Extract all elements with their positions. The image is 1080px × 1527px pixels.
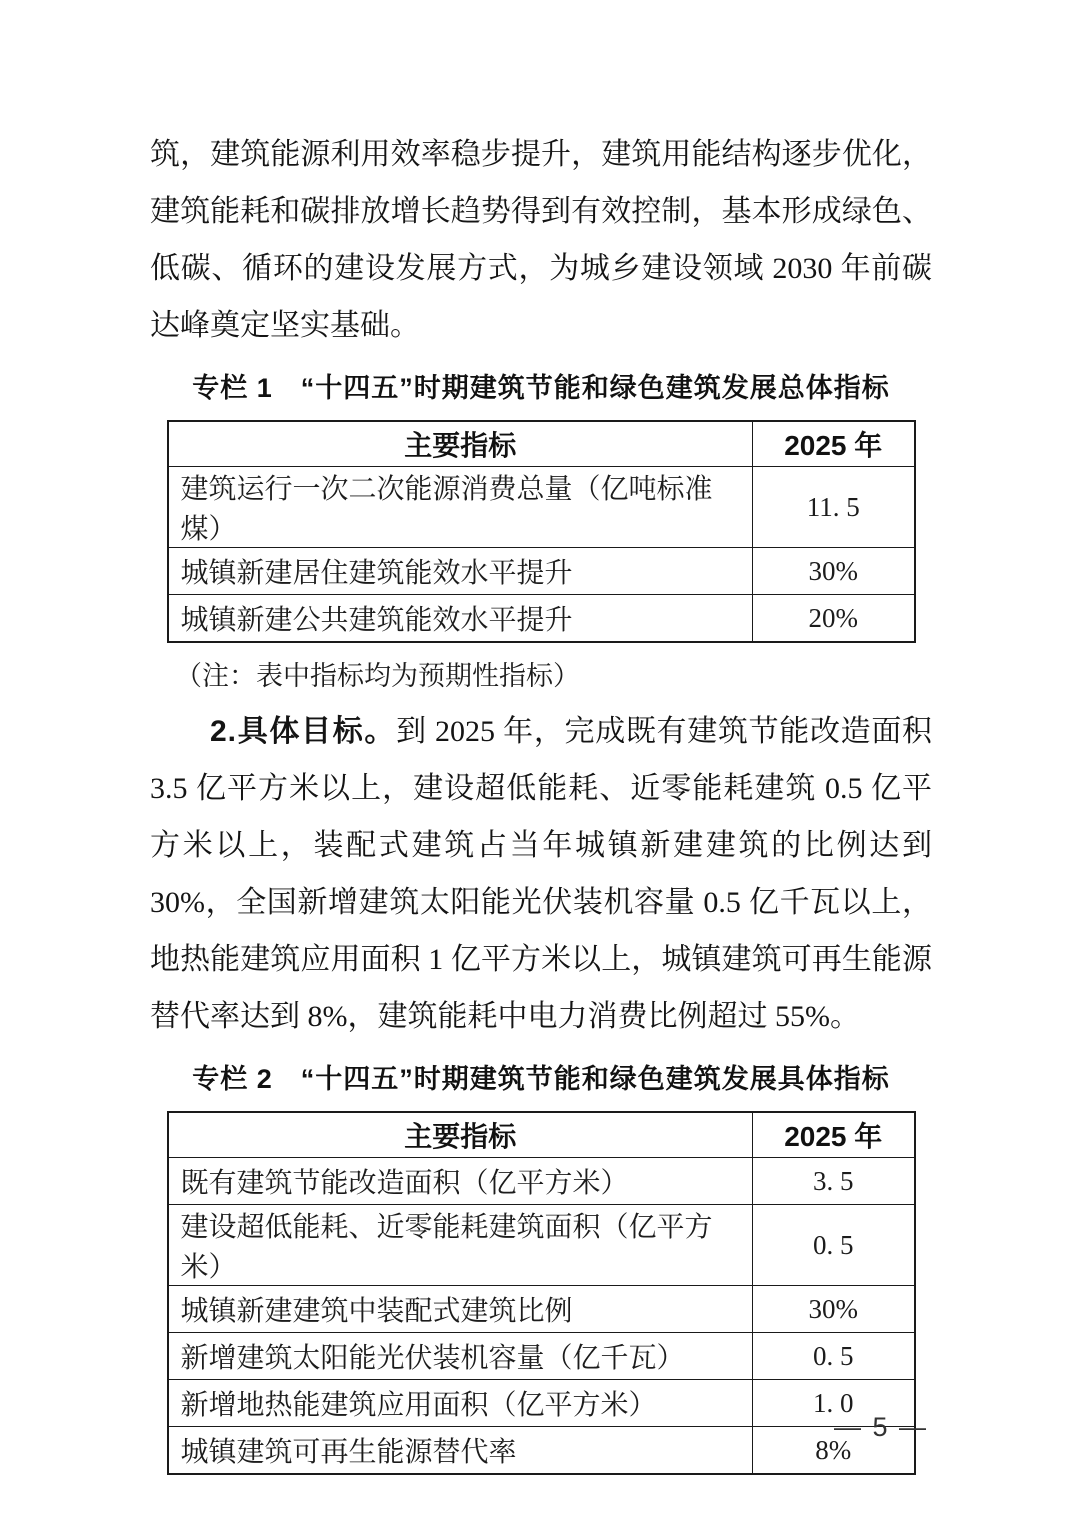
table-2-row-4-label: 新增建筑太阳能光伏装机容量（亿千瓦） — [168, 1333, 753, 1380]
table-2-title — [150, 1059, 932, 1099]
paragraph-1-text: 筑，建筑能源利用效率稳步提升，建筑用能结构逐步优化，建筑能耗和碳排放增长趋势得到有效控制，基本形成绿色、低碳、循环的建设发展方式，为城乡建设领域 2030 年前碳达峰奠定坚实基础。 — [150, 138, 932, 342]
table-1-row-1-value: 11. 5 — [753, 467, 915, 548]
table-row — [168, 1380, 915, 1427]
table-1-note-text: （注：表中指标均为预期性指标） — [175, 661, 580, 691]
table-1-title-text: 专栏 1 “十四五”时期建筑节能和绿色建筑发展总体指标 — [192, 373, 890, 403]
table-1-header-row — [168, 421, 915, 467]
table-2-row-2-label: 建设超低能耗、近零能耗建筑面积（亿平方米） — [168, 1205, 753, 1286]
table-2-row-3-label: 城镇新建建筑中装配式建筑比例 — [168, 1286, 753, 1333]
table-2-header-year: 2025 年 — [753, 1112, 915, 1158]
table-row — [168, 548, 915, 595]
page-number-text: — 5 — — [833, 1412, 928, 1442]
page-number — [834, 1412, 928, 1443]
body-paragraph-1 — [150, 126, 932, 354]
table-2-row-2-value: 0. 5 — [753, 1205, 915, 1286]
table-row — [168, 1205, 915, 1286]
table-row — [168, 1427, 915, 1475]
table-2-header-row — [168, 1112, 915, 1158]
table-2-row-5-value: 1. 0 — [753, 1380, 915, 1427]
table-row — [168, 595, 915, 643]
table-1-row-3-value: 20% — [753, 595, 915, 643]
paragraph-2-text: 到 2025 年，完成既有建筑节能改造面积 3.5 亿平方米以上，建设超低能耗、近零能耗建筑 0.5 亿平方米以上，装配式建筑占当年城镇新建建筑的比例达到 30%，全国新增建筑太阳能光伏装机容量 0.5 亿千瓦以上，地热能建筑应用面积 1 亿平方米以上，城镇建筑可再生能源替代率达到 8%，建筑能耗中电力消费比例超过 55%。 — [150, 715, 932, 1033]
table-2-row-6-label: 城镇建筑可再生能源替代率 — [168, 1427, 753, 1475]
table-1 — [167, 420, 916, 643]
table-2-row-1-label: 既有建筑节能改造面积（亿平方米） — [168, 1158, 753, 1205]
table-1-header-year: 2025 年 — [753, 421, 915, 467]
table-2-title-text: 专栏 2 “十四五”时期建筑节能和绿色建筑发展具体指标 — [192, 1064, 890, 1094]
table-1-title — [150, 368, 932, 408]
table-2-row-4-value: 0. 5 — [753, 1333, 915, 1380]
table-1-note — [175, 655, 932, 697]
table-row — [168, 1333, 915, 1380]
table-1-header-indicator: 主要指标 — [168, 421, 753, 467]
table-2-row-6-value: 8% — [753, 1427, 915, 1475]
table-2 — [167, 1111, 916, 1475]
table-1-row-2-label: 城镇新建居住建筑能效水平提升 — [168, 548, 753, 595]
table-row — [168, 467, 915, 548]
table-2-row-3-value: 30% — [753, 1286, 915, 1333]
table-1-row-3-label: 城镇新建公共建筑能效水平提升 — [168, 595, 753, 643]
paragraph-2-lead: 2.具体目标。 — [210, 715, 397, 748]
table-2-row-5-label: 新增地热能建筑应用面积（亿平方米） — [168, 1380, 753, 1427]
table-2-header-indicator: 主要指标 — [168, 1112, 753, 1158]
table-row — [168, 1158, 915, 1205]
body-paragraph-2 — [150, 703, 932, 1045]
table-1-row-1-label: 建筑运行一次二次能源消费总量（亿吨标准煤） — [168, 467, 753, 548]
table-2-row-1-value: 3. 5 — [753, 1158, 915, 1205]
table-1-row-2-value: 30% — [753, 548, 915, 595]
table-row — [168, 1286, 915, 1333]
